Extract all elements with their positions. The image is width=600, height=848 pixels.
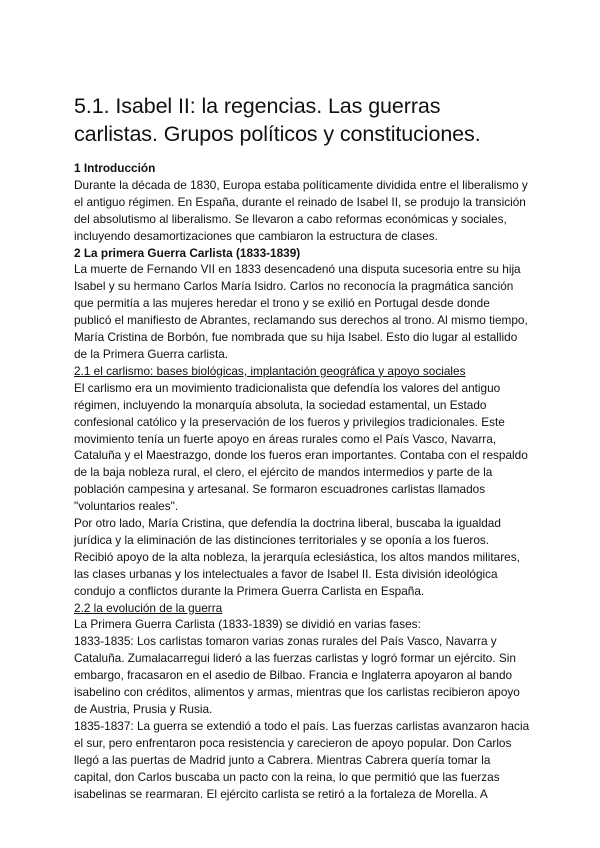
paragraph: 1835-1837: La guerra se extendió a todo el país. Las fuerzas carlistas avanzaron hacia el sur, pero enfrentaron poca resistencia y carecieron de apoyo popular. Don Carlos llegó a las puertas de Madrid junto a Cabrera. Mientras Cabrera quería tomar la capital, don Carlos buscaba un pacto con la reina, lo que permitió que las fuerzas isabelinas se rearmaran. El ejército carlista se retiró a la fortaleza de Morella. A [74,718,530,801]
section-heading: 1 Introducción [74,161,156,175]
subsection-heading: 2.2 la evolución de la guerra [74,600,223,615]
paragraph: Por otro lado, María Cristina, que defendía la doctrina liberal, buscaba la igualdad jurídica y la eliminación de las distinciones territoriales y se oponía a los fueros. Recibió apoyo de la alta nobleza, la jerarquía eclesiástica, los altos mandos militares, las clases urbanas y los intelectuales a favor de Isabel II. Esta división ideológica condujo a conflictos durante la Primera Guerra Carlista en España. [74,516,520,598]
paragraph: El carlismo era un movimiento tradicionalista que defendía los valores del antiguo régimen, incluyendo la monarquía absoluta, la sociedad estamental, un Estado confesional católico y la preservación de los fueros y privilegios tradicionales. Este movimiento tenía un fuerte apoyo en áreas rurales como el País Vasco, Navarra, Cataluña y el Maestrazgo, donde los fueros eran importantes. Contaba con el respaldo de la baja nobleza rural, el clero, el ejército de mandos intermedios y parte de la población campesina y artesanal. Se formaron escuadrones carlistas llamados "voluntarios reales". [74,380,528,514]
paragraph: Durante la década de 1830, Europa estaba políticamente dividida entre el liberalismo y el antiguo régimen. En España, durante el reinado de Isabel II, se produjo la transición del absolutismo al liberalismo. Se llevaron a cabo reformas económicas y sociales, incluyendo desamortizaciones que cambiaron la estructura de clases. [74,177,528,243]
page-title: 5.1. Isabel II: la regencias. Las guerras carlistas. Grupos políticos y constituciones. [74,94,481,146]
section-heading: 2 La primera Guerra Carlista (1833-1839) [74,245,301,260]
document-body [74,160,530,802]
paragraph: La muerte de Fernando VII en 1833 desencadenó una disputa sucesoria entre su hija Isabel y su hermano Carlos María Isidro. Carlos no reconocía la pragmática sanción que permitía a las mujeres heredar el trono y se exilió en Portugal desde donde publicó el manifiesto de Abrantes, reclamando sus derechos al trono. Al mismo tiempo, María Cristina de Borbón, fue nombrada que su hija Isabel. Esto dio lugar al estallido de la Primera Guerra carlista. [74,262,528,361]
subsection-heading: 2.1 el carlismo: bases biológicas, implantación geográfica y apoyo sociales [74,363,466,378]
paragraph: La Primera Guerra Carlista (1833-1839) se dividió en varias fases: [74,617,421,632]
paragraph: 1833-1835: Los carlistas tomaron varias zonas rurales del País Vasco, Navarra y Cataluña. Zumalacarregui lideró a las fuerzas carlistas y logró formar un ejército. Sin embargo, fracasaron en el asedio de Bilbao. Francia e Inglaterra apoyaron al bando isabelino con créditos, alimentos y armas, mientras que los carlistas recibieron apoyo de Austria, Prusia y Rusia. [74,634,520,716]
